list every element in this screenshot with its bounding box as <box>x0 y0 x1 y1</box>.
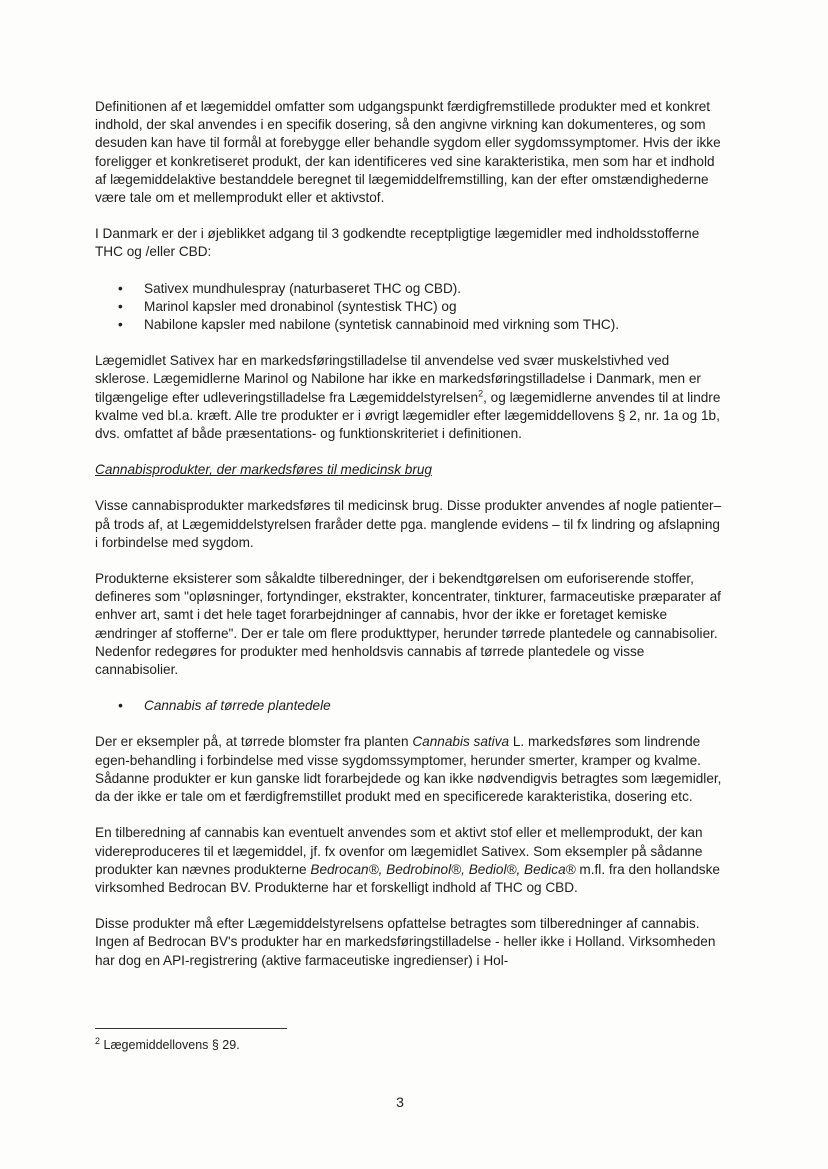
approved-drugs-list <box>95 280 725 335</box>
document-body <box>95 98 725 988</box>
subsection-list <box>95 697 725 715</box>
subsection-title: • Cannabis af tørrede plantedele <box>144 697 725 715</box>
product-names: Bedrocan®, Bedrobinol®, Bediol®, Bedica® <box>310 861 576 877</box>
paragraph-dried-flowers <box>95 733 725 806</box>
list-item: • Sativex mundhulespray (naturbaseret THC og CBD). <box>144 280 725 298</box>
paragraph-text: En tilberedning af cannabis kan eventuelt anvendes som et aktivt stof eller et mellemprodukt, der kan videreproduceres til et lægemiddel, jf. fx ovenfor om lægemidlet Sativex. Som eksempler på sådanne produkter kan nævnes produkterne <box>95 825 703 877</box>
footnote-divider <box>95 1028 287 1029</box>
footnote-ref: 2 <box>478 388 484 399</box>
paragraph-preparations: Produkterne eksisterer som såkaldte tilberedninger, der i bekendtgørelsen om euforiserende stoffer, defineres som "opløsninger, fortyndinger, ekstrakter, koncentrater, tinkturer, farmaceutiske præparater af enhver art, samt i det hele taget forarbejdninger af cannabis, hvor der ikke er foretaget kemiske ændringer af stofferne". Der er tale om flere produkttyper, herunder tørrede plantedele og cannabisolier. Nedenfor redegøres for produkter med henholdsvis cannabis af tørrede plantedele og visse cannabisolier. <box>95 571 721 678</box>
paragraph-active-substance <box>95 824 725 897</box>
list-item: • Nabilone kapsler med nabilone (syntetisk cannabinoid med virkning som THC). <box>144 316 725 334</box>
paragraph-definition: Definitionen af et lægemiddel omfatter som udgangspunkt færdigfremstillede produkter med et konkret indhold, der skal anvendes i en specifik dosering, så den angivne virkning kan dokumenteres, og som desuden kan have til formål at forebygge eller behandle sygdom eller sygdomssymptomer. Hvis der ikke foreligger et konkretiseret produkt, der kan identificeres ved sine karakteristika, men som har et indhold af lægemiddelaktive bestanddele beregnet til lægemiddelfremstilling, kan der efter omstændighederne være tale om et mellemprodukt eller et aktivstof. <box>95 99 721 206</box>
list-item: • Marinol kapsler med dronabinol (syntestisk THC) og <box>144 298 725 316</box>
paragraph-text: Lægemidlet Sativex har en markedsføringstilladelse til anvendelse ved svær muskelstivhed ved sklerose. Lægemidlerne Marinol og Nabilone har ikke en markedsføringstilladelse i Danmark, men er tilgængelige efter udleveringstilladelse fra Lægemiddelstyrelsen <box>95 353 701 405</box>
species-name: Cannabis sativa <box>412 734 510 750</box>
paragraph-medical-use: Visse cannabisprodukter markedsføres til medicinsk brug. Disse produkter anvendes af nogle patienter– på trods af, at Lægemiddelstyrelsen fraråder dette pga. manglende evidens – til fx lindring og afslapning i forbindelse med sygdom. <box>95 498 722 550</box>
footnote-text: Lægemiddellovens § 29. <box>100 1038 240 1052</box>
paragraph-bedrocan: Disse produkter må efter Lægemiddelstyrelsens opfattelse betragtes som tilberedninger af cannabis. Ingen af Bedrocan BV's produkter har en markedsføringstilladelse - heller ikke i Holland. Virksomheden har dog en API-registrering (aktive farmaceutiske ingredienser) i Hol- <box>95 916 716 968</box>
paragraph-text: L. markedsføres som lindrende egen-behandling i forbindelse med visse sygdomssymptomer, herunder smerter, kramper og kvalme. Sådanne produkter er kun ganske lidt forarbejdede og kan ikke nødvendigvis betragtes som lægemidler, da der ikke er tale om et færdigfremstillet produkt med en specificerede karakteristika, dosering etc. <box>95 734 722 805</box>
paragraph-text: m.fl. fra den hollandske virksomhed Bedrocan BV. Produkterne har et forskelligt indhold af THC og CBD. <box>95 861 720 895</box>
footnote <box>95 1035 240 1052</box>
paragraph-approved-drugs-intro: I Danmark er der i øjeblikket adgang til 3 godkendte receptpligtige lægemidler med indholdsstofferne THC og /eller CBD: <box>95 226 700 260</box>
footnote-number: 2 <box>95 1035 101 1046</box>
paragraph-text: , og lægemidlerne anvendes til at lindre kvalme ved bl.a. kræft. Alle tre produkter er i øvrigt lægemidler efter lægemiddellovens § 2, nr. 1a og 1b, dvs. omfattet af både præsentations- og funktionskriteriet i definitionen. <box>95 389 721 442</box>
page-number: 3 <box>396 1094 404 1110</box>
paragraph-sativex <box>95 352 725 443</box>
paragraph-text: Der er eksempler på, at tørrede blomster fra planten <box>95 734 413 750</box>
section-heading: Cannabisprodukter, der markedsføres til medicinsk brug <box>95 462 432 478</box>
